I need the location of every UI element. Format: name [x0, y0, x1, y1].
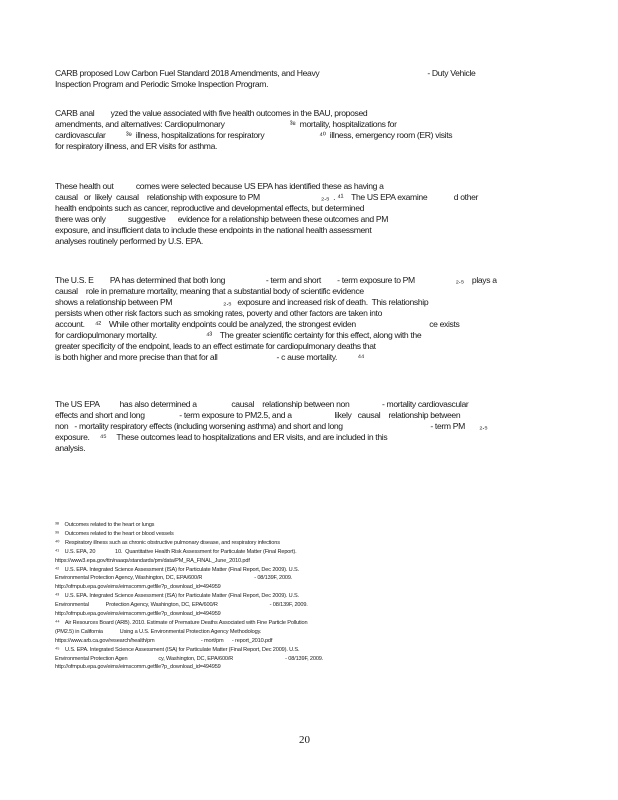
footnote-line: ⁴¹ U.S. EPA, 20 10. Quantitative Health Risk Assessment for Particulate Matter (Final Report). — [55, 548, 297, 555]
paragraph-line: persists when other risk factors such as smoking rates, poverty and other factors are taken into — [55, 308, 383, 318]
paragraph-line: analysis. — [55, 443, 86, 453]
footnote-line: ⁴² U.S. EPA. Integrated Science Assessment (ISA) for Particulate Matter (Final Report, Dec 2009). U.S. — [55, 566, 299, 573]
paragraph-line: greater specificity of the endpoint, leads to an effect estimate for cardiopulmonary deaths that — [55, 341, 376, 351]
paragraph-line: causal role in premature mortality, meaning that a substantial body of scientific evidence — [55, 286, 364, 296]
footnote-line: https://www3.epa.gov/ttn/naaqs/standards/pm/data/PM_RA_FINAL_June_2010.pdf — [55, 557, 250, 564]
footnote-line: Environmental Protection Agency, Washington, DC, EPA/600/R - 08/139F, 2009. — [55, 575, 293, 582]
paragraph-line: The US EPA has also determined a causal relationship between non - mortality cardiovascular — [55, 399, 469, 409]
footnote-line: http://ofmpub.epa.gov/eims/eimscomm.getfile?p_download_id=494959 — [55, 611, 221, 617]
footnote-line: Environmental Protection Agency, Washington, DC, EPA/600/R - 08/139F, 2009. — [55, 602, 308, 609]
paragraph-line: cardiovascular ³⁹ illness, hospitalizations for respiratory ⁴⁰ illness, emergency room (ER) visits — [55, 130, 453, 140]
paragraph-line: CARB proposed Low Carbon Fuel Standard 2018 Amendments, and Heavy - Duty Vehicle — [55, 68, 476, 78]
footnote-line: Environmental Protection Agen cy, Washington, DC, EPA/600/R - 08/139F, 2009. — [55, 655, 324, 662]
paragraph-line: exposure. ⁴⁵ These outcomes lead to hospitalizations and ER visits, and are included in this — [55, 432, 388, 442]
paragraph-line: Inspection Program and Periodic Smoke Inspection Program. — [55, 79, 269, 89]
paragraph-line: there was only suggestive evidence for a relationship between these outcomes and PM — [55, 214, 389, 224]
paragraph-line: causal or likely causal relationship with exposure to PM ₂.₅ . ⁴¹ The US EPA examine d other — [55, 192, 479, 202]
footnote-line: ³⁸ Outcomes related to the heart or lungs — [55, 522, 155, 528]
paragraph-line: non - mortality respiratory effects (including worsening asthma) and short and long - term PM ₂.₅ — [55, 421, 488, 431]
footnote-line: ⁴³ U.S. EPA. Integrated Science Assessment (ISA) for Particulate Matter (Final Report, Dec 2009). U.S. — [55, 593, 299, 600]
paragraph-line: for respiratory illness, and ER visits for asthma. — [55, 141, 218, 151]
paragraph-line: The U.S. E PA has determined that both long - term and short - term exposure to PM ₂.₅ plays a — [55, 275, 497, 285]
footnote-line: ⁴⁰ Respiratory illness such as chronic obstructive pulmonary disease, and respiratory infections — [55, 539, 280, 546]
paragraph-line: amendments, and alternatives: Cardiopulmonary ³⁸ mortality, hospitalizations for — [55, 119, 397, 129]
paragraph-line: account. ⁴² While other mortality endpoints could be analyzed, the strongest eviden ce exists — [55, 319, 460, 329]
paragraph-line: for cardiopulmonary mortality. ⁴³ The greater scientific certainty for this effect, along with the — [55, 330, 422, 340]
paragraph-line: shows a relationship between PM ₂.₅ exposure and increased risk of death. This relationship — [55, 297, 429, 307]
footnote-line: (PM2.5) in California Using a U.S. Environmental Protection Agency Methodology. — [55, 628, 262, 635]
footnote-line: http://ofmpub.epa.gov/eims/eimscomm.getfile?p_download_id=494959 — [55, 584, 221, 591]
paragraph-line: exposure, and insufficient data to include these endpoints in the national health assessment — [55, 225, 372, 235]
footnote-line: ⁴⁴ Air Resources Board (ARB). 2010. Estimate of Premature Deaths Associated with Fine Particle Pollution — [55, 619, 308, 626]
paragraph-line: CARB anal yzed the value associated with five health outcomes in the BAU, proposed — [55, 108, 368, 118]
paragraph-line: health endpoints such as cancer, reproductive and developmental effects, but determined — [55, 203, 365, 213]
footnote-line: https://www.arb.ca.gov/research/health/pm - mort/pm - report_2010.pdf — [55, 637, 273, 644]
footnote-line: ⁴⁵ U.S. EPA. Integrated Science Assessment (ISA) for Particulate Matter (Final Report, Dec 2009). U.S. — [55, 646, 300, 653]
footnote-line: http://ofmpub.epa.gov/eims/eimscomm.getfile?p_download_id=494959 — [55, 664, 221, 671]
footnote-line: ³⁹ Outcomes related to the heart or blood vessels — [55, 530, 174, 537]
paragraph-line: effects and short and long - term exposure to PM2.5, and a likely causal relationship between — [55, 410, 461, 420]
page-number: 20 — [299, 734, 310, 746]
paragraph-line: is both higher and more precise than that for all - c ause mortality. ⁴⁴ — [55, 352, 365, 362]
paragraph-line: These health out comes were selected because US EPA has identified these as having a — [55, 181, 384, 191]
paragraph-line: analyses routinely performed by U.S. EPA. — [55, 236, 203, 246]
